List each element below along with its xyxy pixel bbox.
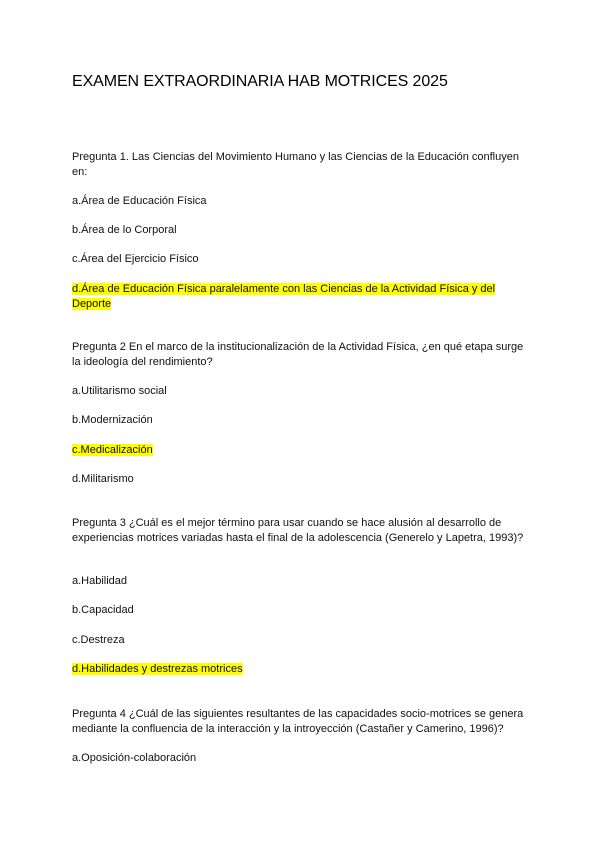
question-1-option-a: a.Área de Educación Física — [72, 195, 207, 207]
question-4-option-a: a.Oposición-colaboración — [72, 752, 197, 764]
question-2-text: Pregunta 2 En el marco de la institucionalización de la Actividad Física, ¿en qué etapa surge la ideología del rendimiento? — [72, 341, 524, 368]
question-3-option-b: b.Capacidad — [72, 604, 134, 616]
question-1-option-c: c.Área del Ejercicio Físico — [72, 253, 199, 265]
question-1-option-b: b.Área de lo Corporal — [72, 224, 177, 236]
question-2-option-c-correct — [72, 443, 153, 458]
correct-answer-highlight: d.Área de Educación Física paralelamente con las Ciencias de la Actividad Física y del Deporte — [72, 283, 496, 310]
correct-answer-highlight: c.Medicalización — [72, 444, 153, 456]
question-4-text: Pregunta 4 ¿Cuál de las siguientes resultantes de las capacidades socio-motrices se genera mediante la confluencia de la interacción y la introyección (Castañer y Camerino, 1996)? — [72, 708, 524, 735]
question-2-option-a: a.Utilitarismo social — [72, 385, 167, 397]
question-3-option-d-correct — [72, 662, 243, 677]
correct-answer-highlight: d.Habilidades y destrezas motrices — [72, 663, 243, 675]
question-3-option-c: c.Destreza — [72, 634, 125, 646]
question-2-option-b: b.Modernización — [72, 414, 153, 426]
question-3-text: Pregunta 3 ¿Cuál es el mejor término para usar cuando se hace alusión al desarrollo de experiencias motrices variadas hasta el final de la adolescencia (Generelo y Lapetra, 1993)? — [72, 517, 524, 544]
question-3-option-a: a.Habilidad — [72, 575, 128, 587]
question-1-option-d-correct — [72, 282, 532, 312]
question-2-option-d: d.Militarismo — [72, 473, 134, 485]
question-1-text: Pregunta 1. Las Ciencias del Movimiento Humano y las Ciencias de la Educación confluyen en: — [72, 151, 519, 178]
exam-title: EXAMEN EXTRAORDINARIA HAB MOTRICES 2025 — [72, 73, 448, 90]
